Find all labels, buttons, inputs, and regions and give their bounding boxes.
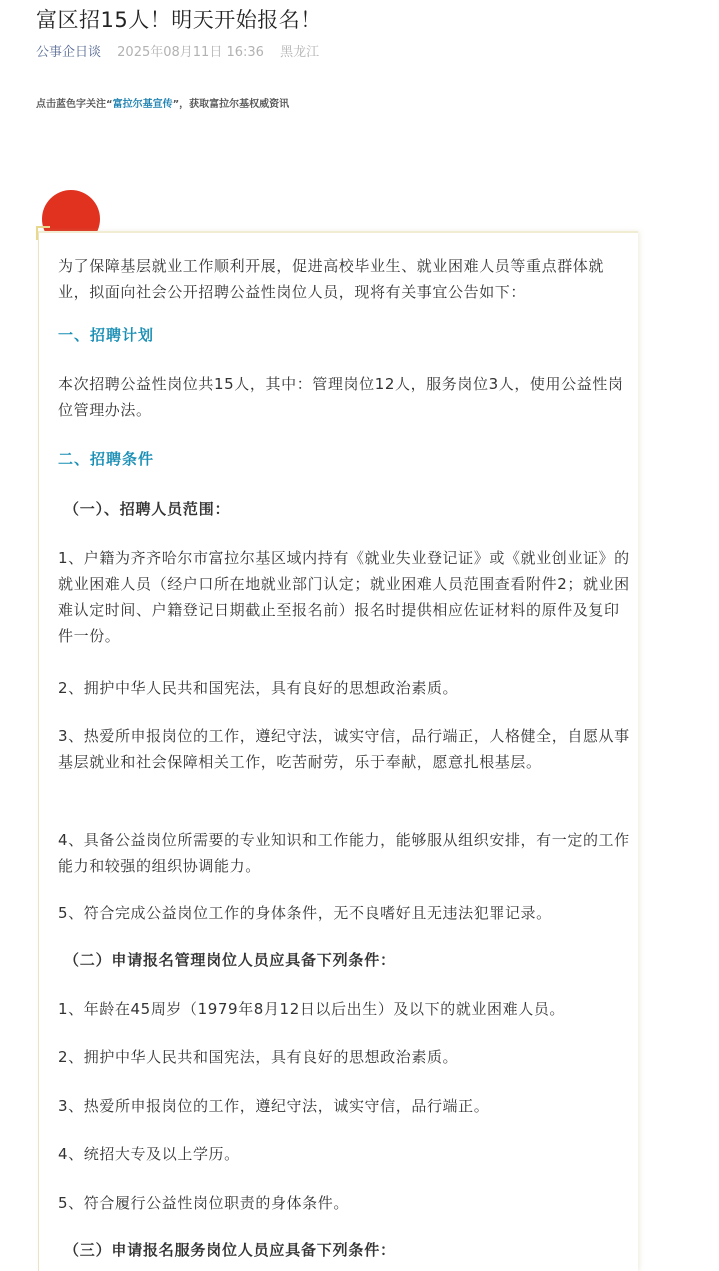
follow-tip-prefix: 点击蓝色字关注“ [36, 99, 113, 110]
article-meta [36, 41, 319, 60]
frame-corner-ornament [36, 226, 50, 240]
plan-paragraph: 本次招聘公益性岗位共15人，其中：管理岗位12人，服务岗位3人，使用公益性岗位管理办法。 [58, 375, 624, 419]
author-link[interactable]: 公事企日谈 [36, 45, 102, 60]
follow-tip [36, 95, 289, 110]
scope-item-4: 4、具备公益岗位所需要的专业知识和工作能力，能够服从组织安排，有一定的工作能力和较强的组织协调能力。 [58, 831, 630, 875]
article-title: 富区招15人！明天开始报名！ [36, 8, 322, 32]
scope-item-1: 1、户籍为齐齐哈尔市富拉尔基区域内持有《就业失业登记证》或《就业创业证》的就业困难人员（经户口所在地就业部门认定；就业困难人员范围查看附件2；就业困难认定时间、户籍登记日期截止至报名前）报名时提供相应佐证材料的原件及复印件一份。 [58, 549, 630, 645]
account-link[interactable]: 富拉尔基宣传 [112, 99, 173, 110]
publish-date: 2025年08月11日 16:36 [117, 45, 264, 60]
management-item-5: 5、符合履行公益性岗位职责的身体条件。 [58, 1194, 349, 1212]
section-heading-plan: 一、招聘计划 [58, 326, 155, 344]
publish-region: 黑龙江 [280, 45, 320, 60]
sub-heading-service: （三）申请报名服务岗位人员应具备下列条件： [64, 1241, 396, 1259]
sub-heading-scope: （一）、招聘人员范围： [64, 500, 231, 518]
management-item-4: 4、统招大专及以上学历。 [58, 1145, 240, 1163]
management-item-3: 3、热爱所申报岗位的工作，遵纪守法，诚实守信，品行端正。 [58, 1097, 490, 1115]
sub-heading-management: （二）申请报名管理岗位人员应具备下列条件： [64, 951, 396, 969]
scope-item-3: 3、热爱所申报岗位的工作，遵纪守法，诚实守信，品行端正，人格健全，自愿从事基层就业和社会保障相关工作，吃苦耐劳，乐于奉献，愿意扎根基层。 [58, 727, 630, 771]
management-item-2: 2、拥护中华人民共和国宪法，具有良好的思想政治素质。 [58, 1048, 459, 1066]
follow-tip-suffix: ”，获取富拉尔基权威资讯 [172, 99, 290, 110]
section-heading-conditions: 二、招聘条件 [58, 450, 155, 468]
intro-paragraph: 为了保障基层就业工作顺利开展，促进高校毕业生、就业困难人员等重点群体就业，拟面向社会公开招聘公益性岗位人员，现将有关事宜公告如下： [58, 257, 605, 301]
scope-item-5: 5、符合完成公益岗位工作的身体条件，无不良嗜好且无违法犯罪记录。 [58, 904, 552, 922]
scope-item-2: 2、拥护中华人民共和国宪法，具有良好的思想政治素质。 [58, 679, 459, 697]
management-item-1: 1、年龄在45周岁（1979年8月12日以后出生）及以下的就业困难人员。 [58, 1000, 566, 1018]
